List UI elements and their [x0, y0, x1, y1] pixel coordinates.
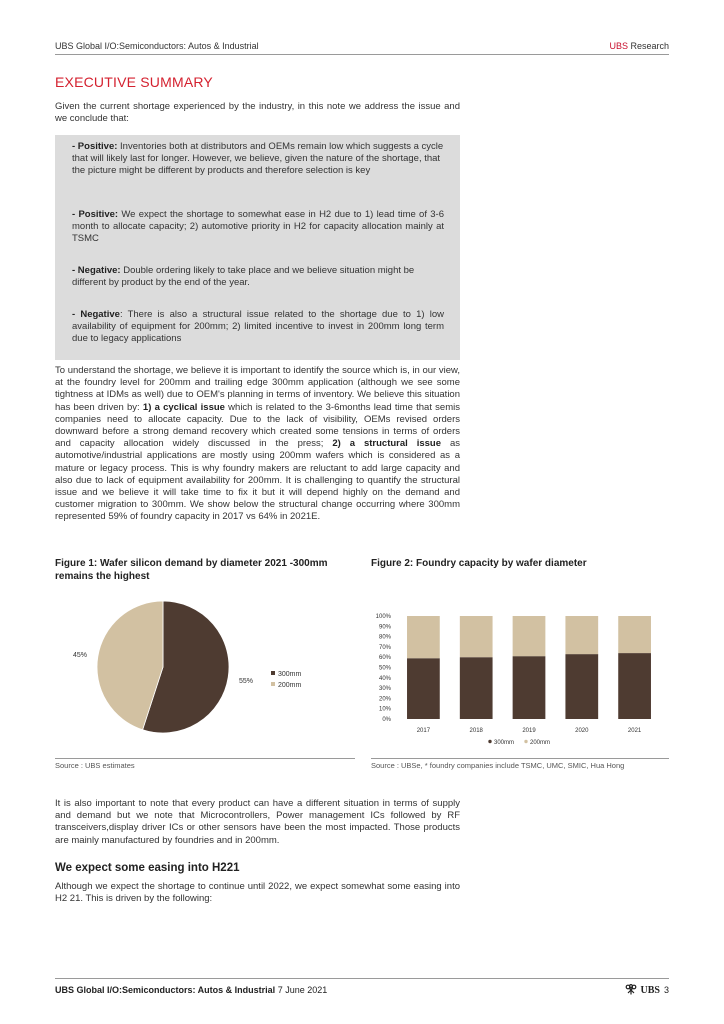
- summary-point: [72, 265, 444, 289]
- header-brand: [609, 41, 669, 51]
- figure1-pie-chart: [55, 590, 355, 750]
- body-paragraph-products: It is also important to note that every product can have a different situation in terms of supply and demand but we note that Microcontrollers, Power management ICs followed by RF transceivers,display driver ICs or other sensors have been the most impacted. Those products are mainly manufactured by foundries and in 200mm.: [55, 798, 460, 846]
- bar-200mm-2020: [565, 616, 598, 654]
- legend-label-200mm: 200mm: [530, 740, 551, 746]
- y-tick-label: 40%: [378, 675, 391, 682]
- x-tick-label: 2017: [416, 728, 431, 734]
- y-tick-label: 60%: [378, 655, 391, 662]
- x-tick-label: 2018: [469, 728, 483, 734]
- body1-part3: as automotive/industrial applications are mostly using 200mm wafers which is considered as a mature or legacy process. This is why foundry makers are reluctant to add large capacity and also due to lack of equipment availability for 200mm. It is challenging to quantify the structural issue and we believe it will take time to fix it but it will depend highly on the demand and customer migration to 300mm. We show below the structural change occurring where 300mm represented 59% of foundry capacity in 2017 vs 64% in 2021E.: [55, 438, 460, 523]
- figure2-stacked-bar-chart: [371, 600, 671, 755]
- x-tick-label: 2021: [627, 728, 642, 734]
- bar-300mm-2020: [565, 654, 598, 719]
- y-tick-label: 30%: [378, 686, 391, 693]
- legend-swatch-200mm: [271, 682, 275, 686]
- header-brand-ubs: UBS: [609, 41, 628, 51]
- summary-point-text: Inventories both at distributors and OEMs remain low which suggests a cycle that will likely last for longer. However, we believe, given the nature of the shortage, that the picture might be different by products and therefore selection is key: [72, 141, 444, 177]
- x-tick-label: 2020: [575, 728, 589, 734]
- figure2-title: Figure 2: Foundry capacity by wafer diameter: [371, 558, 587, 569]
- page-footer: [55, 978, 669, 998]
- bar-200mm-2019: [513, 616, 546, 656]
- bar-200mm-2021: [618, 616, 651, 653]
- legend-swatch-300mm: [488, 740, 491, 743]
- x-tick-label: 2019: [522, 728, 536, 734]
- figure1-divider: [55, 758, 355, 759]
- pie-data-label: 45%: [73, 651, 88, 659]
- bar-300mm-2019: [513, 656, 546, 719]
- header-brand-research: Research: [627, 41, 669, 51]
- bar-200mm-2017: [407, 616, 440, 658]
- summary-point-label: - Positive:: [72, 141, 118, 152]
- summary-point-label: - Positive:: [72, 209, 119, 220]
- y-tick-label: 90%: [378, 624, 391, 631]
- y-tick-label: 100%: [375, 614, 391, 620]
- ubs-keys-logo-icon: [625, 984, 637, 996]
- legend-label-300mm: 300mm: [278, 671, 302, 678]
- figure2-divider: [371, 758, 669, 759]
- summary-point-text: Double ordering likely to take place and we believe situation might be different by product by the end of the year.: [72, 265, 415, 289]
- body-paragraph-easing: Although we expect the shortage to continue until 2022, we expect somewhat some easing into H2 21. This is driven by the following:: [55, 881, 460, 905]
- pie-data-label: 55%: [238, 678, 253, 686]
- body-paragraph-shortage-source: [55, 365, 460, 524]
- section-title: EXECUTIVE SUMMARY: [55, 74, 213, 90]
- summary-point-label: - Negative: [72, 309, 120, 320]
- page-header: [55, 39, 669, 55]
- legend-label-200mm: 200mm: [278, 682, 302, 689]
- summary-point-label: - Negative:: [72, 265, 121, 276]
- summary-point: [72, 309, 444, 346]
- y-tick-label: 70%: [378, 644, 391, 651]
- y-tick-label: 20%: [378, 696, 391, 703]
- figure1-title: Figure 1: Wafer silicon demand by diameter 2021 -300mm remains the highest: [55, 558, 328, 582]
- body1-part1: To understand the shortage, we believe it is important to identify the source which is, in our view, at the foundry level for 200mm and trailing edge 300mm application (although we see some tightness at IDMs as well) due to OEM's planning in terms of inventory. We believe this situation has been driven by:: [55, 365, 460, 413]
- y-tick-label: 50%: [378, 665, 391, 672]
- summary-point: [72, 141, 444, 178]
- footer-date: 7 June 2021: [275, 985, 328, 995]
- footer-right: [625, 984, 669, 996]
- subheading-easing: We expect some easing into H221: [55, 862, 240, 874]
- bar-300mm-2021: [618, 653, 651, 719]
- footer-report-info: [55, 985, 327, 995]
- summary-box: [55, 135, 460, 360]
- intro-paragraph: Given the current shortage experienced by the industry, in this note we address the issue and we conclude that:: [55, 101, 460, 125]
- body1-structural-issue: 2) a structural issue: [332, 438, 442, 450]
- legend-swatch-200mm: [524, 740, 527, 743]
- header-report-name: UBS Global I/O:Semiconductors: Autos & Industrial: [55, 41, 259, 51]
- body1-part2: which is related to the 3-6months lead time that semis companies need to allocate capacity. Due to the lack of visibility, OEMs revised orders downward before a strong demand recovery which created some tensions in terms of orders and capacity allocation widely discussed in the press;: [55, 401, 460, 450]
- footer-logo-text: UBS: [640, 984, 660, 996]
- bar-200mm-2018: [460, 616, 493, 657]
- y-tick-label: 80%: [378, 634, 391, 641]
- summary-point-text: : There is also a structural issue related to the shortage due to 1) low availability of equipment for 200mm; 2) limited incentive to invest in 200mm long term due to legacy applications: [72, 309, 444, 345]
- footer-page-number: 3: [663, 985, 669, 995]
- legend-label-300mm: 300mm: [494, 740, 515, 746]
- figure1-source: Source : UBS estimates: [55, 761, 135, 770]
- y-tick-label: 0%: [382, 717, 391, 723]
- y-tick-label: 10%: [378, 706, 391, 713]
- body1-cyclical-issue: 1) a cyclical issue: [142, 401, 225, 413]
- footer-report-name: UBS Global I/O:Semiconductors: Autos & Industrial: [55, 985, 276, 995]
- legend-swatch-300mm: [271, 671, 275, 675]
- figure2-source: Source : UBSe, * foundry companies include TSMC, UMC, SMIC, Hua Hong: [371, 761, 625, 770]
- bar-300mm-2018: [460, 657, 493, 719]
- bar-300mm-2017: [407, 658, 440, 719]
- summary-point-text: We expect the shortage to somewhat ease in H2 due to 1) lead time of 3-6 month to allocate capacity; 2) automotive priority in H2 for capacity allocation mainly at TSMC: [72, 209, 444, 245]
- summary-point: [72, 209, 444, 246]
